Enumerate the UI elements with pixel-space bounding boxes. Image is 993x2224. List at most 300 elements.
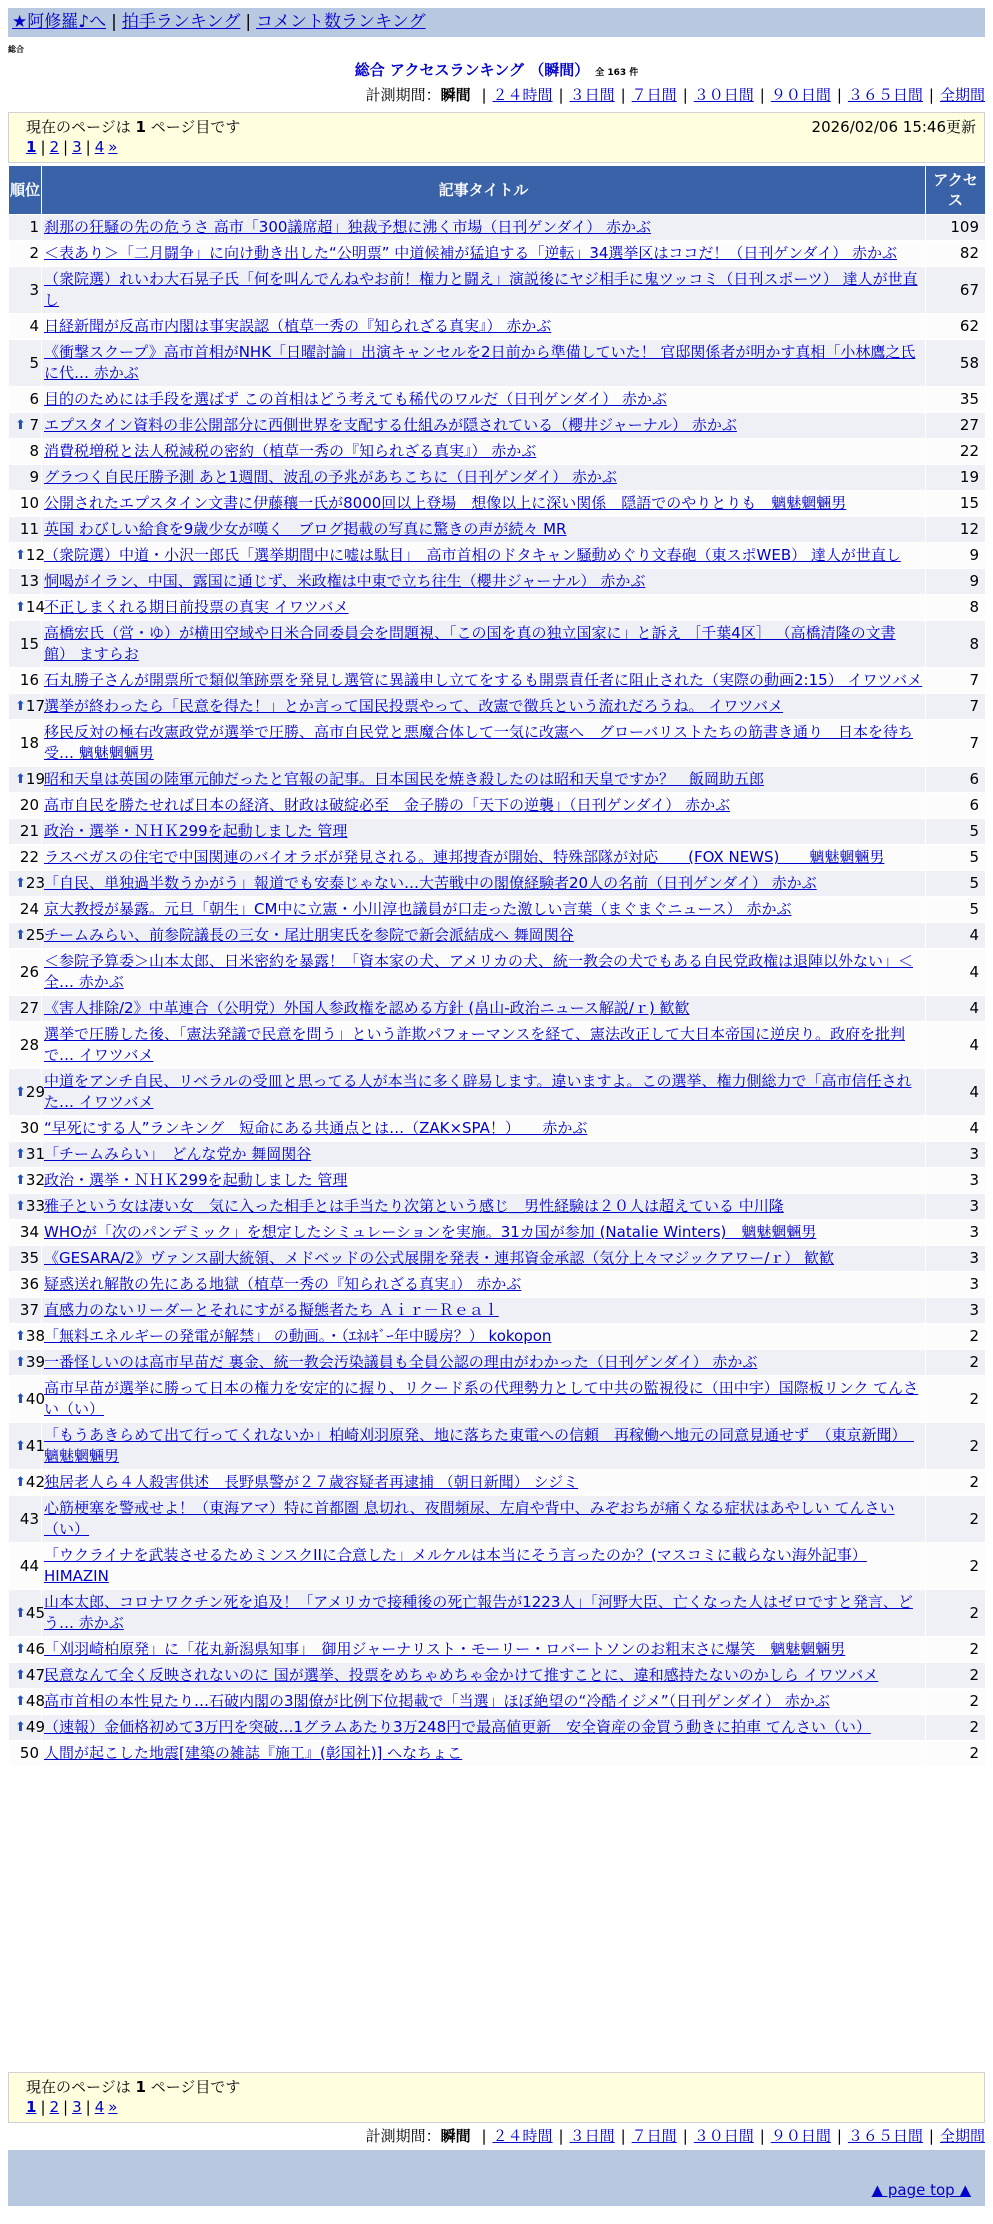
access-count: 3: [926, 1142, 986, 1168]
period-separator: |: [928, 86, 934, 104]
period-separator: |: [558, 2127, 564, 2145]
table-row: [9, 543, 986, 569]
rank-number: 10: [19, 494, 39, 512]
access-count: 5: [926, 871, 986, 897]
page-link[interactable]: 3: [72, 138, 82, 156]
table-row: [9, 241, 986, 267]
article-link[interactable]: 刹那の狂騒の先の危うさ 高市「300議席超」独裁予想に沸く市場（日刊ゲンダイ） 赤かぶ: [44, 218, 651, 236]
rank-cell: [9, 1116, 42, 1142]
article-link[interactable]: 「無料エネルギーの発電が解禁」 の動画。・（ｴﾈﾙｷﾞｰ年中暖房？） kokopon: [44, 1327, 552, 1345]
title-cell: [42, 1298, 926, 1324]
article-link[interactable]: エプスタイン資料の非公開部分に西側世界を支配する仕組みが隠されている（櫻井ジャーナル） 赤かぶ: [44, 416, 737, 434]
access-count: 8: [926, 595, 986, 621]
article-link[interactable]: ラスベガスの住宅で中国関連のバイオラボが発見される。連邦捜査が開始、特殊部隊が対応 (FOX NEWS) 魑魅魍魎男: [44, 848, 885, 866]
rank-cell: [9, 1715, 45, 1741]
page-heading: [0, 60, 993, 83]
table-row: [9, 1376, 986, 1423]
article-link[interactable]: 一番怪しいのは高市早苗だ 裏金、統一教会汚染議員も全員公認の理由がわかった（日刊ゲンダイ） 赤かぶ: [44, 1353, 758, 1371]
category-tag: 総合: [8, 45, 24, 54]
article-link[interactable]: 雅子という女は凄い女＿気に入った相手とは手当たり次第という感じ＿男性経験は２０人は超えている 中川隆: [44, 1197, 784, 1215]
access-count: 6: [926, 793, 986, 819]
rank-cell: [9, 1298, 42, 1324]
article-link[interactable]: 高橋宏氏（営・ゆ）が横田空域や日米合同委員会を問題視、「この国を真の独立国家に」と訴え ［千葉4区］ （高橋清隆の文書館） ますらお: [44, 624, 896, 663]
period-separator: |: [682, 86, 688, 104]
article-link[interactable]: 高市首相の本性見たり…石破内閣の3閣僚が比例下位掲載で「当選」ほぼ絶望の“冷酷イジメ”（日刊ゲンダイ） 赤かぶ: [44, 1692, 830, 1710]
table-row: [9, 413, 986, 439]
access-count: 7: [926, 668, 986, 694]
rank-cell: [9, 1496, 42, 1543]
access-count: 2: [926, 1324, 986, 1350]
article-link[interactable]: 不正しまくれる期日前投票の真実 イワツバメ: [44, 598, 349, 616]
access-count: 12: [926, 517, 986, 543]
rank-cell: [9, 569, 42, 595]
next-page-link[interactable]: »: [108, 2098, 118, 2116]
page-title: 総合 アクセスランキング （瞬間）: [354, 61, 590, 79]
rank-number: 8: [29, 442, 39, 460]
table-row: [9, 215, 986, 241]
page-link[interactable]: 3: [72, 2098, 82, 2116]
period-separator: |: [928, 2127, 934, 2145]
article-link[interactable]: “早死にする人”ランキング 短命にある共通点とは…（ZAK×SPA！） 赤かぶ: [44, 1119, 588, 1137]
table-row: [9, 267, 986, 314]
article-link[interactable]: 英国 わびしい給食を9歳少女が嘆く ブログ掲載の写真に驚きの声が続々 MR: [44, 520, 567, 538]
access-count: 4: [926, 1116, 986, 1142]
access-count: 62: [926, 314, 986, 340]
rank-up-icon: ⬆: [15, 1329, 26, 1344]
rank-up-icon: ⬆: [15, 699, 26, 714]
col-title-header: 記事タイトル: [42, 166, 926, 215]
rank-cell: [9, 668, 42, 694]
rank-number: 20: [19, 796, 39, 814]
article-link[interactable]: 石丸勝子さんが開票所で類似筆跡票を発見し選管に異議申し立てをするも開票責任者に阻止された（実際の動画2:15） イワツバメ: [44, 671, 923, 689]
rank-number: 49: [25, 1718, 45, 1736]
table-row: [9, 949, 986, 996]
period-label: 計測期間：: [365, 2127, 441, 2145]
table-row: [9, 1022, 986, 1069]
table-row: [9, 517, 986, 543]
access-count: 3: [926, 1220, 986, 1246]
access-count: 3: [926, 1194, 986, 1220]
title-cell: [42, 413, 926, 439]
article-link[interactable]: 「自民、単独過半数うかがう」報道でも安泰じゃない…大苦戦中の閣僚経験者20人の名前（日刊ゲンダイ） 赤かぶ: [44, 874, 817, 892]
rank-number: 4: [29, 317, 39, 335]
table-row: [9, 1663, 986, 1689]
article-link[interactable]: 疑惑送れ解散の先にある地獄（植草一秀の『知られざる真実』） 赤かぶ: [44, 1275, 522, 1293]
title-cell: [42, 1069, 926, 1116]
nav-separator: |: [245, 12, 252, 32]
bottom-bar: [8, 2150, 985, 2206]
rank-number: 13: [19, 572, 39, 590]
period-current: 瞬間: [440, 86, 471, 104]
access-count: 4: [926, 996, 986, 1022]
rank-number: 44: [19, 1556, 39, 1575]
rank-number: 16: [19, 671, 39, 689]
rank-cell: [9, 1194, 45, 1220]
rank-up-icon: ⬆: [15, 1355, 26, 1370]
title-cell: [42, 1376, 926, 1423]
table-row: [9, 767, 986, 793]
nav-separator: |: [111, 12, 117, 32]
rank-cell: [9, 1423, 45, 1470]
title-cell: [42, 793, 926, 819]
title-cell: [42, 949, 926, 996]
col-access-header: アクセス: [926, 166, 986, 215]
table-row: [9, 845, 986, 871]
access-count: 2: [926, 1470, 986, 1496]
title-cell: [42, 871, 926, 897]
table-row: [9, 1689, 986, 1715]
home-link[interactable]: ★阿修羅♪へ: [12, 12, 107, 32]
rank-cell: [9, 439, 42, 465]
article-link[interactable]: 《GESARA/2》ヴァンス副大統領、メドベッドの公式展開を発表・連邦資金承認（気分上々マジックアワー/ｒ） 歓歓: [44, 1249, 835, 1267]
rank-cell: [9, 845, 42, 871]
rank-number: 30: [19, 1119, 39, 1137]
rank-up-icon: ⬆: [15, 1642, 26, 1657]
access-count: 2: [926, 1496, 986, 1543]
period-link[interactable]: ３日間: [569, 86, 615, 104]
period-separator: |: [759, 2127, 765, 2145]
rank-cell: [9, 387, 42, 413]
table-row: [9, 1142, 986, 1168]
pager-top: [8, 112, 985, 163]
rank-up-icon: ⬆: [15, 876, 26, 891]
page-links: [26, 2097, 967, 2117]
period-link[interactable]: ７日間: [631, 2127, 677, 2145]
table-row: [9, 340, 986, 387]
page-link[interactable]: 2: [49, 2098, 60, 2116]
rank-cell: [9, 923, 45, 949]
article-link[interactable]: 恫喝がイラン、中国、露国に通じず、米政権は中東で立ち往生（櫻井ジャーナル） 赤かぶ: [44, 572, 646, 590]
article-link[interactable]: チームみらい、前参院議長の三女・尾辻朋実氏を参院で新会派結成へ 舞岡関谷: [44, 926, 574, 944]
title-cell: [42, 1324, 926, 1350]
pager-status: 現在のページは 1 ページ目です: [26, 2078, 241, 2096]
period-link[interactable]: ３０日間: [693, 86, 754, 104]
period-link[interactable]: ３６５日間: [847, 2127, 923, 2145]
table-row: [9, 1543, 986, 1590]
table-row: [9, 1324, 986, 1350]
article-link[interactable]: （衆院選）れいわ大石晃子氏「何を叫んでんねやお前！権力と闘え」演説後にヤジ相手に鬼ツッコミ（日刊スポーツ） 達人が世直し: [44, 270, 918, 309]
rank-number: 7: [29, 416, 39, 434]
page-link-current[interactable]: 1: [26, 138, 37, 156]
article-link[interactable]: 消費税増税と法人税減税の密約（植草一秀の『知られざる真実』） 赤かぶ: [44, 442, 537, 460]
article-link[interactable]: 政治・選挙・ＮＨＫ299を起動しました 管理: [44, 1171, 348, 1189]
title-cell: [42, 1496, 926, 1543]
table-row: [9, 465, 986, 491]
table-row: [9, 897, 986, 923]
col-rank-header: 順位: [9, 166, 42, 215]
rank-cell: [9, 314, 42, 340]
rank-number: 41: [25, 1436, 45, 1455]
rank-number: 43: [19, 1509, 39, 1528]
title-cell: [42, 1168, 926, 1194]
table-row: [9, 1168, 986, 1194]
article-link[interactable]: 人間が起こした地震[建築の雑誌『施工』(彰国社)] へなちょこ: [44, 1744, 463, 1762]
rank-cell: [9, 819, 42, 845]
period-link[interactable]: ９０日間: [770, 86, 831, 104]
rank-number: 26: [19, 962, 39, 981]
rank-number: 14: [25, 598, 45, 616]
rank-up-icon: ⬆: [15, 1694, 26, 1709]
rank-number: 23: [25, 874, 45, 892]
rank-cell: [9, 1663, 45, 1689]
title-cell: [42, 1689, 926, 1715]
rank-number: 25: [25, 926, 45, 944]
rank-cell: [9, 413, 42, 439]
access-count: 2: [926, 1637, 986, 1663]
article-link[interactable]: 直感力のないリーダーとそれにすがる擬態者たち Ａｉｒ－Ｒｅａｌ: [44, 1301, 499, 1319]
total-count: 全 163 件: [595, 68, 639, 78]
period-separator: |: [836, 2127, 842, 2145]
title-cell: [42, 897, 926, 923]
article-link[interactable]: 目的のためには手段を選ばず この首相はどう考えても稀代のワルだ（日刊ゲンダイ） 赤かぶ: [44, 390, 667, 408]
article-link[interactable]: 日経新聞が反高市内閣は事実誤認（植草一秀の『知られざる真実』） 赤かぶ: [44, 317, 552, 335]
rank-cell: [9, 340, 42, 387]
rank-cell: [9, 1168, 45, 1194]
page-separator: |: [85, 2098, 91, 2116]
title-cell: [42, 1663, 926, 1689]
page-separator: |: [63, 138, 69, 156]
rank-number: 42: [25, 1473, 45, 1491]
access-count: 4: [926, 949, 986, 996]
rank-cell: [9, 949, 42, 996]
access-count: 2: [926, 1663, 986, 1689]
rank-up-icon: ⬆: [15, 1668, 26, 1683]
table-row: [9, 871, 986, 897]
rank-cell: [9, 694, 45, 720]
article-link[interactable]: 公開されたエプスタイン文書に伊藤穰一氏が8000回以上登場 想像以上に深い関係 隠語でのやりとりも 魑魅魍魎男: [44, 494, 847, 512]
table-row: [9, 1637, 986, 1663]
rank-number: 19: [25, 770, 45, 788]
rank-cell: [9, 767, 45, 793]
article-link[interactable]: 「もうあきらめて出て行ってくれないか」柏崎刈羽原発、地に落ちた東電への信頼 再稼働へ地元の同意見通せず （東京新聞） 魑魅魍魎男: [44, 1426, 915, 1465]
rank-up-icon: ⬆: [15, 1720, 26, 1735]
clap-ranking-link[interactable]: 拍手ランキング: [121, 12, 241, 32]
table-row: [9, 439, 986, 465]
article-link[interactable]: 《害人排除/2》中革連合（公明党）外国人参政権を認める方針 (畠山-政治ニュース解説/ｒ) 歓歓: [44, 999, 690, 1017]
title-cell: [42, 314, 926, 340]
updated-timestamp: 2026/02/06 15:46更新: [811, 118, 976, 136]
title-cell: [42, 845, 926, 871]
period-link[interactable]: 全期間: [939, 86, 985, 104]
rank-cell: [9, 595, 45, 621]
rank-cell: [9, 543, 45, 569]
article-link[interactable]: （速報）金価格初めて3万円を突破…1グラムあたり3万248円で最高値更新 安全資産の金買う動きに拍車 てんさい（い）: [44, 1718, 871, 1736]
rank-cell: [9, 996, 42, 1022]
rank-cell: [9, 621, 42, 668]
rank-number: 31: [25, 1145, 45, 1163]
rank-number: 50: [19, 1744, 39, 1762]
rank-cell: [9, 215, 42, 241]
table-row: [9, 668, 986, 694]
table-row: [9, 387, 986, 413]
title-cell: [42, 1116, 926, 1142]
rank-cell: [9, 1590, 45, 1637]
rank-number: 3: [29, 280, 39, 299]
period-current: 瞬間: [440, 2127, 471, 2145]
article-link[interactable]: 選挙で圧勝した後、「憲法発議で民意を問う」という詐欺パフォーマンスを経て、憲法改正して大日本帝国に逆戻り。政府を批判で… イワツバメ: [44, 1025, 906, 1064]
article-link[interactable]: ＜参院予算委＞山本太郎、日米密約を暴露！「資本家の犬、アメリカの犬、統一教会の犬でもある自民党政権は退陣以外ない」＜全… 赤かぶ: [44, 952, 913, 991]
rank-up-icon: ⬆: [15, 1475, 26, 1490]
pager-status: 現在のページは 1 ページ目です: [26, 118, 241, 136]
rank-number: 46: [25, 1640, 45, 1658]
article-link[interactable]: 高市自民を勝たせれば日本の経済、財政は破綻必至 金子勝の「天下の逆襲」（日刊ゲンダイ） 赤かぶ: [44, 796, 731, 814]
title-cell: [42, 694, 926, 720]
access-count: 2: [926, 1376, 986, 1423]
article-link[interactable]: （衆院選）中道・小沢一郎氏「選挙期間中に嘘は駄目」 高市首相のドタキャン騒動めぐり文春砲（東スポWEB） 達人が世直し: [44, 546, 901, 564]
rank-cell: [9, 1022, 42, 1069]
article-link[interactable]: 「ウクライナを武装させるためミンスクIIに合意した」メルケルは本当にそう言ったのか？(マスコミに載らない海外記事） HIMAZIN: [44, 1546, 867, 1585]
period-separator: |: [481, 2127, 487, 2145]
period-link[interactable]: ２４時間: [492, 86, 553, 104]
rank-number: 6: [29, 390, 39, 408]
page-links: [26, 137, 967, 157]
table-row: [9, 314, 986, 340]
article-link[interactable]: 昭和天皇は英国の陸軍元帥だったと官報の記事。日本国民を焼き殺したのは昭和天皇ですか？ 飯岡助五郎: [44, 770, 765, 788]
rank-number: 18: [19, 733, 39, 752]
title-cell: [42, 241, 926, 267]
article-link[interactable]: 移民反対の極右改憲政党が選挙で圧勝、高市自民党と悪魔合体して一気に改憲へ グローバリストたちの筋書き通り 日本を待ち受… 魑魅魍魎男: [44, 723, 913, 762]
page-link[interactable]: 4: [94, 138, 105, 156]
page-separator: |: [85, 138, 91, 156]
table-row: [9, 923, 986, 949]
rank-up-icon: ⬆: [15, 1438, 26, 1454]
page-link[interactable]: 4: [94, 2098, 105, 2116]
title-cell: [42, 1423, 926, 1470]
title-cell: [42, 215, 926, 241]
table-row: [9, 1590, 986, 1637]
access-count: 4: [926, 923, 986, 949]
page-link[interactable]: 2: [49, 138, 60, 156]
article-link[interactable]: 「チームみらい」 どんな党か 舞岡関谷: [44, 1145, 312, 1163]
table-row: [9, 1350, 986, 1376]
period-link[interactable]: ７日間: [631, 86, 677, 104]
table-row: [9, 1116, 986, 1142]
access-count: 67: [926, 267, 986, 314]
access-count: 2: [926, 1423, 986, 1470]
page-link-current[interactable]: 1: [26, 2098, 37, 2116]
rank-up-icon: ⬆: [15, 1605, 26, 1621]
rank-cell: [9, 871, 45, 897]
table-row: [9, 1496, 986, 1543]
access-count: 15: [926, 491, 986, 517]
title-cell: [42, 1590, 926, 1637]
title-cell: [42, 1022, 926, 1069]
article-link[interactable]: 「刈羽崎柏原発」に「花丸新潟県知事」 御用ジャーナリスト・モーリー・ロバートソンのお粗末さに爆笑 魑魅魍魎男: [44, 1640, 846, 1658]
article-link[interactable]: 高市早苗が選挙に勝って日本の権力を安定的に握り、リクード系の代理勢力として中共の監視役に（田中宇）国際板リンク てんさい（い）: [44, 1379, 919, 1418]
title-cell: [42, 1637, 926, 1663]
period-separator: |: [620, 86, 626, 104]
rank-up-icon: ⬆: [15, 928, 26, 943]
rank-cell: [9, 1142, 45, 1168]
article-link[interactable]: 独居老人ら４人殺害供述 長野県警が２７歳容疑者再逮捕 （朝日新聞） シジミ: [44, 1473, 579, 1491]
article-link[interactable]: ＜表あり＞「二月闘争」に向け動き出した“公明票” 中道候補が猛追する「逆転」34選挙区はココだ！（日刊ゲンダイ） 赤かぶ: [44, 244, 897, 262]
article-link[interactable]: 中道をアンチ自民、リベラルの受皿と思ってる人が本当に多く辟易します。違いますよ。この選挙、権力側総力で「高市信任された… イワツバメ: [44, 1072, 912, 1111]
pager-bottom: [8, 2072, 985, 2123]
title-cell: [42, 465, 926, 491]
table-row: [9, 720, 986, 767]
period-link[interactable]: ３日間: [569, 2127, 615, 2145]
title-cell: [42, 439, 926, 465]
rank-cell: [9, 267, 42, 314]
table-row: [9, 1470, 986, 1496]
period-link[interactable]: ３６５日間: [847, 86, 923, 104]
article-link[interactable]: 民意なんて全く反映されないのに 国が選挙、投票をめちゃめちゃ金かけて推すことに、違和感持たないのかしら イワツバメ: [44, 1666, 879, 1684]
period-link[interactable]: ２４時間: [492, 2127, 553, 2145]
article-link[interactable]: 選挙が終わったら「民意を得た！」とか言って国民投票やって、改憲で徴兵という流れだろうね。 イワツバメ: [44, 697, 784, 715]
rank-up-icon: ⬆: [15, 1391, 26, 1407]
table-header-row: [9, 166, 986, 215]
access-count: 3: [926, 1246, 986, 1272]
table-row: [9, 621, 986, 668]
page-separator: |: [40, 2098, 46, 2116]
rank-up-icon: ⬆: [15, 548, 26, 563]
rank-cell: [9, 1069, 45, 1116]
title-cell: [42, 1220, 926, 1246]
access-count: 2: [926, 1741, 986, 1767]
title-cell: [42, 767, 926, 793]
article-link[interactable]: WHOが「次のパンデミック」を想定したシミュレーションを実施。31カ国が参加 (Natalie Winters) 魑魅魍魎男: [44, 1223, 817, 1241]
period-separator: |: [558, 86, 564, 104]
article-link[interactable]: 心筋梗塞を警戒せよ！（東海アマ）特に首都圏 息切れ、夜間頻尿、左肩や背中、みぞおちが痛くなる症状はあやしい てんさい（い）: [44, 1499, 895, 1538]
article-link[interactable]: 京大教授が暴露。元旦「朝生」CM中に立憲・小川淳也議員が口走った激しい言葉（まぐまぐニュース） 赤かぶ: [44, 900, 792, 918]
title-cell: [42, 267, 926, 314]
table-row: [9, 1272, 986, 1298]
period-link[interactable]: 全期間: [939, 2127, 985, 2145]
access-count: 5: [926, 897, 986, 923]
period-link[interactable]: ９０日間: [770, 2127, 831, 2145]
rank-up-icon: ⬆: [15, 418, 26, 433]
article-link[interactable]: 《衝撃スクープ》高市首相がNHK「日曜討論」出演キャンセルを2日前から準備していた！ 官邸関係者が明かす真相「小林鷹之氏に代… 赤かぶ: [44, 343, 916, 382]
period-separator: |: [836, 86, 842, 104]
rank-number: 24: [19, 900, 39, 918]
title-cell: [42, 340, 926, 387]
table-row: [9, 793, 986, 819]
period-separator: |: [481, 86, 487, 104]
article-link[interactable]: 政治・選挙・ＮＨＫ299を起動しました 管理: [44, 822, 348, 840]
rank-number: 35: [19, 1249, 39, 1267]
access-count: 82: [926, 241, 986, 267]
current-page-number: 1: [135, 118, 146, 136]
current-page-number: 1: [135, 2078, 146, 2096]
title-cell: [42, 1715, 926, 1741]
access-count: 2: [926, 1350, 986, 1376]
table-row: [9, 1246, 986, 1272]
access-count: 35: [926, 387, 986, 413]
rank-up-icon: ⬆: [15, 772, 26, 787]
title-cell: [42, 668, 926, 694]
article-link[interactable]: 山本太郎、コロナワクチン死を追及！「アメリカで接種後の死亡報告が1223人」「河野大臣、亡くなった人はゼロですと発言、どう… 赤かぶ: [44, 1593, 913, 1632]
rank-number: 1: [29, 218, 39, 236]
page-top-link[interactable]: ▲ page top ▲: [871, 2181, 971, 2199]
rank-number: 21: [19, 822, 39, 840]
title-cell: [42, 491, 926, 517]
title-cell: [42, 543, 926, 569]
rank-number: 37: [19, 1301, 39, 1319]
comment-ranking-link[interactable]: コメント数ランキング: [256, 12, 426, 32]
period-link[interactable]: ３０日間: [693, 2127, 754, 2145]
access-count: 9: [926, 569, 986, 595]
period-selector: [366, 85, 985, 105]
rank-cell: [9, 897, 42, 923]
article-link[interactable]: グラつく自民圧勝予測 あと1週間、波乱の予兆があちこちに（日刊ゲンダイ） 赤かぶ: [44, 468, 617, 486]
next-page-link[interactable]: »: [108, 138, 118, 156]
access-count: 5: [926, 845, 986, 871]
title-cell: [42, 595, 926, 621]
page-separator: |: [63, 2098, 69, 2116]
rank-number: 45: [25, 1603, 45, 1622]
rank-cell: [9, 241, 42, 267]
period-label: 計測期間：: [365, 86, 441, 104]
